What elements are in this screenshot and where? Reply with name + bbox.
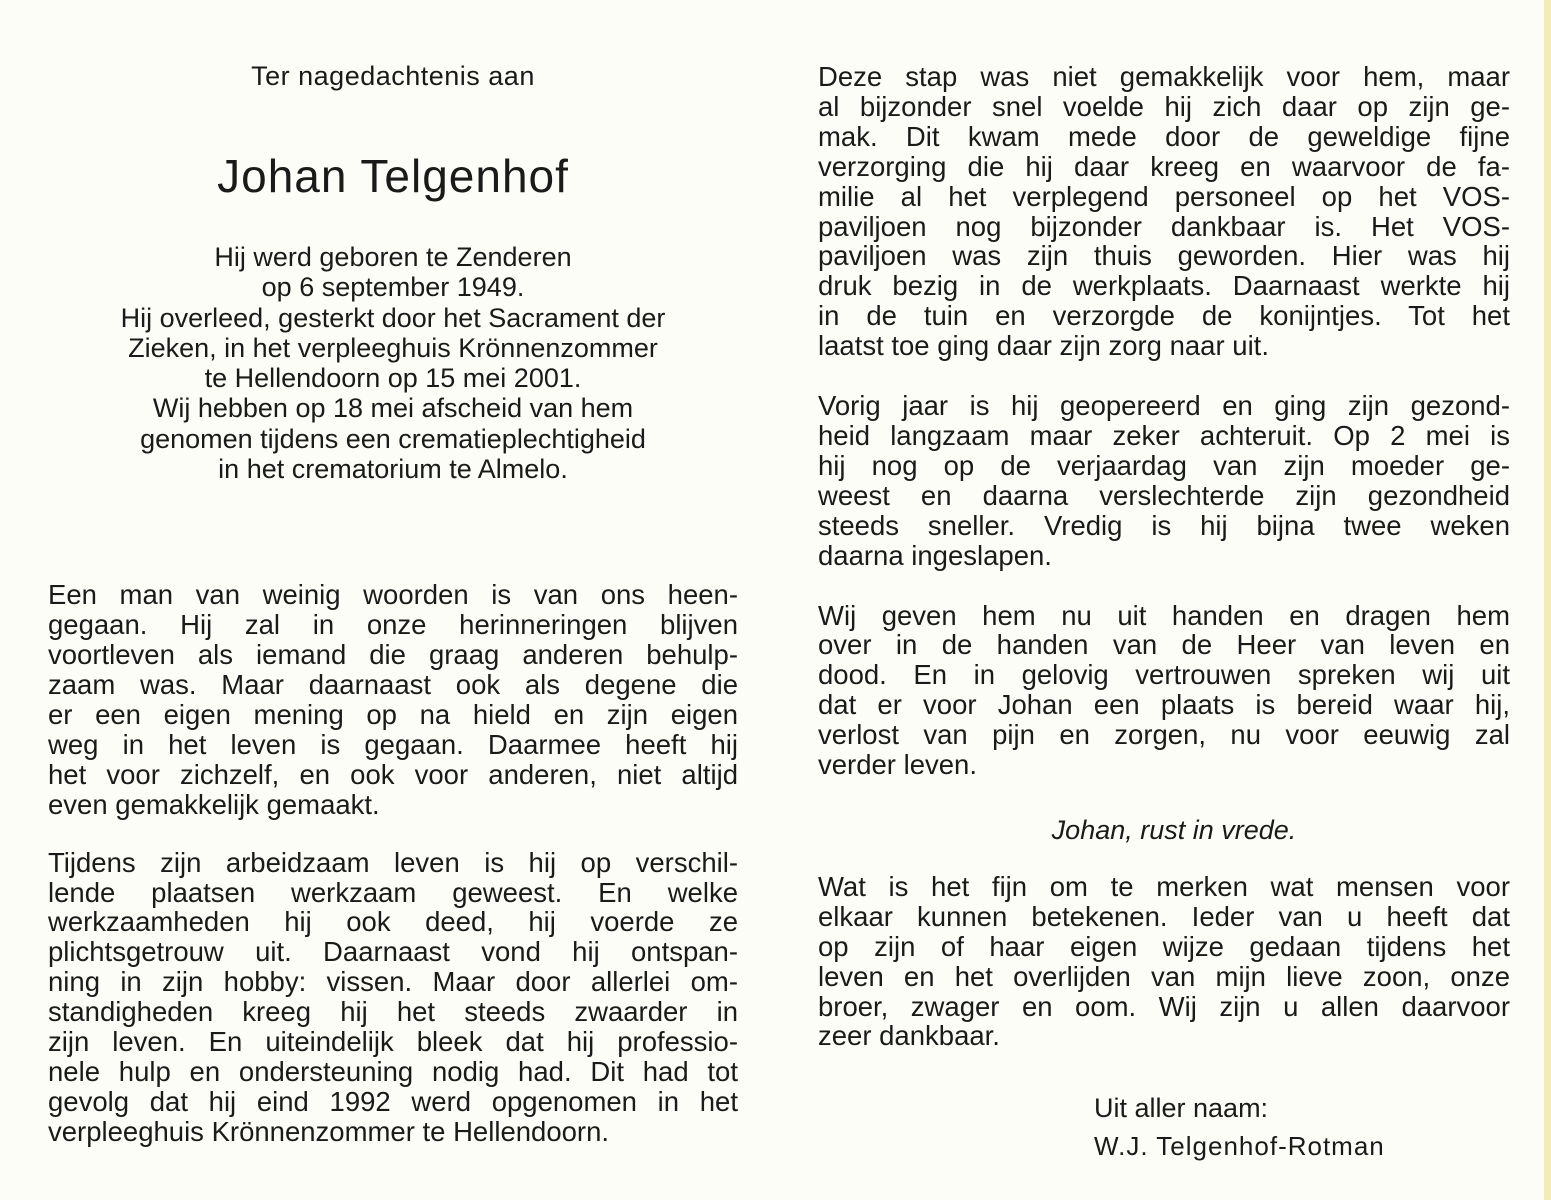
text-line: hij nog op de verjaardag van zijn moeder ge- — [818, 449, 1510, 481]
text-line: mak. Dit kwam mede door de geweldige fijne — [818, 120, 1510, 152]
text-line: verder leven. — [818, 749, 977, 781]
text-line: paviljoen nog bijzonder dankbaar is. Het VOS- — [818, 210, 1510, 242]
text-line: Wat is het fijn om te merken wat mensen voor — [818, 870, 1510, 902]
text-line: Deze stap was niet gemakkelijk voor hem, maar — [818, 61, 1510, 92]
birth-death-details — [48, 242, 738, 484]
paragraph-illness — [818, 391, 1510, 570]
paragraph-working-life — [48, 848, 738, 1147]
text-line: lende plaatsen werkzaam geweest. En welke — [48, 876, 738, 908]
text-line: in de tuin en verzorgde de konijntjes. Tot het — [818, 300, 1510, 332]
text-line: zijn leven. En uiteindelijk bleek dat hij professio- — [48, 1026, 738, 1058]
text-line: werkzaamheden hij ook deed, hij voerde ze — [48, 906, 738, 938]
text-line: Een man van weinig woorden is van ons heen- — [48, 579, 738, 611]
text-line: nele hulp en ondersteuning nodig had. Dit had tot — [48, 1055, 738, 1087]
left-column — [48, 58, 738, 1147]
deceased-name: Johan Telgenhof — [217, 150, 569, 202]
right-column — [818, 62, 1510, 1165]
text-line: zeer dankbaar. — [818, 1020, 1000, 1052]
paragraph-care-home — [818, 62, 1510, 361]
text-line: heid langzaam maar zeker achteruit. Op 2 mei is — [818, 419, 1510, 451]
text-line: even gemakkelijk gemaakt. — [48, 788, 380, 820]
birth-line: Hij werd geboren te Zenderen — [214, 242, 572, 272]
text-line: Vorig jaar is hij geopereerd en ging zijn gezond- — [818, 390, 1510, 422]
birth-line: op 6 september 1949. — [261, 272, 525, 303]
text-line: dat er voor Johan een plaats is bereid waar hij, — [818, 689, 1510, 721]
page-edge — [1544, 0, 1551, 1200]
text-line: leven en het overlijden van mijn lieve zoon, onze — [818, 960, 1510, 992]
birth-line: Hij overleed, gesterkt door het Sacrament der — [120, 302, 666, 333]
text-line: gegaan. Hij zal in onze herinneringen blijven — [48, 609, 738, 641]
text-line: laatst toe ging daar zijn zorg naar uit. — [818, 330, 1269, 362]
text-line: gevolg dat hij eind 1992 werd opgenomen in het — [48, 1085, 738, 1117]
text-line: daarna ingeslapen. — [818, 539, 1052, 571]
text-line: er een eigen mening op na hield en zijn eigen — [48, 699, 738, 730]
paragraph-character — [48, 580, 738, 819]
intro-text: Ter nagedachtenis aan — [251, 61, 535, 91]
text-line: dood. En in gelovig vertrouwen spreken wij uit — [818, 659, 1510, 691]
text-line: plichtsgetrouw uit. Daarnaast vond hij ontspan- — [48, 936, 738, 968]
farewell-quote: Johan, rust in vrede. — [1051, 814, 1297, 845]
text-line: druk bezig in de werkplaats. Daarnaast werkte hij — [818, 270, 1510, 302]
birth-line: Wij hebben op 18 mei afscheid van hem — [152, 393, 634, 424]
text-line: verzorging die hij daar kreeg en waarvoor de fa- — [818, 150, 1510, 182]
text-line: verlost van pijn en zorgen, nu voor eeuwig zal — [818, 719, 1510, 751]
text-line: het voor zichzelf, en ook voor anderen, niet altijd — [48, 758, 738, 790]
text-line: weg in het leven is gegaan. Daarmee heeft hij — [48, 728, 738, 760]
birth-line: Zieken, in het verpleeghuis Krönnenzommer — [128, 332, 658, 363]
signature-label: Uit aller naam: — [1094, 1093, 1269, 1124]
paragraph-thanks — [818, 872, 1510, 1051]
text-line: voortleven als iemand die graag anderen behulp- — [48, 639, 738, 671]
birth-line: genomen tijdens een crematieplechtigheid — [140, 423, 646, 454]
text-line: steeds sneller. Vredig is hij bijna twee weken — [818, 509, 1510, 541]
paragraph-faith — [818, 601, 1510, 780]
text-line: zaam was. Maar daarnaast ook als degene die — [48, 669, 738, 701]
text-line: Wij geven hem nu uit handen en dragen hem — [818, 599, 1510, 631]
signature-block — [1094, 1089, 1510, 1165]
text-line: verpleeghuis Krönnenzommer te Hellendoorn. — [48, 1115, 610, 1147]
text-line: Tijdens zijn arbeidzaam leven is hij op verschil- — [48, 846, 738, 878]
birth-line: te Hellendoorn op 15 mei 2001. — [204, 363, 582, 394]
text-line: milie al het verplegend personeel op het VOS- — [818, 180, 1510, 212]
text-line: paviljoen was zijn thuis geworden. Hier was hij — [818, 240, 1510, 272]
text-line: elkaar kunnen betekenen. Ieder van u heeft dat — [818, 900, 1510, 932]
text-line: over in de handen van de Heer van leven en — [818, 629, 1510, 661]
signature-name: W.J. Telgenhof-Rotman — [1094, 1131, 1385, 1162]
text-line: broer, zwager en oom. Wij zijn u allen daarvoor — [818, 990, 1510, 1022]
text-line: weest en daarna verslechterde zijn gezondheid — [818, 479, 1510, 511]
birth-line: in het crematorium te Almelo. — [218, 454, 568, 485]
text-line: al bijzonder snel voelde hij zich daar op zijn ge- — [818, 90, 1510, 122]
text-line: op zijn of haar eigen wijze gedaan tijdens het — [818, 930, 1510, 962]
text-line: ning in zijn hobby: vissen. Maar door allerlei om- — [48, 966, 738, 998]
text-line: standigheden kreeg hij het steeds zwaarder in — [48, 996, 738, 1028]
